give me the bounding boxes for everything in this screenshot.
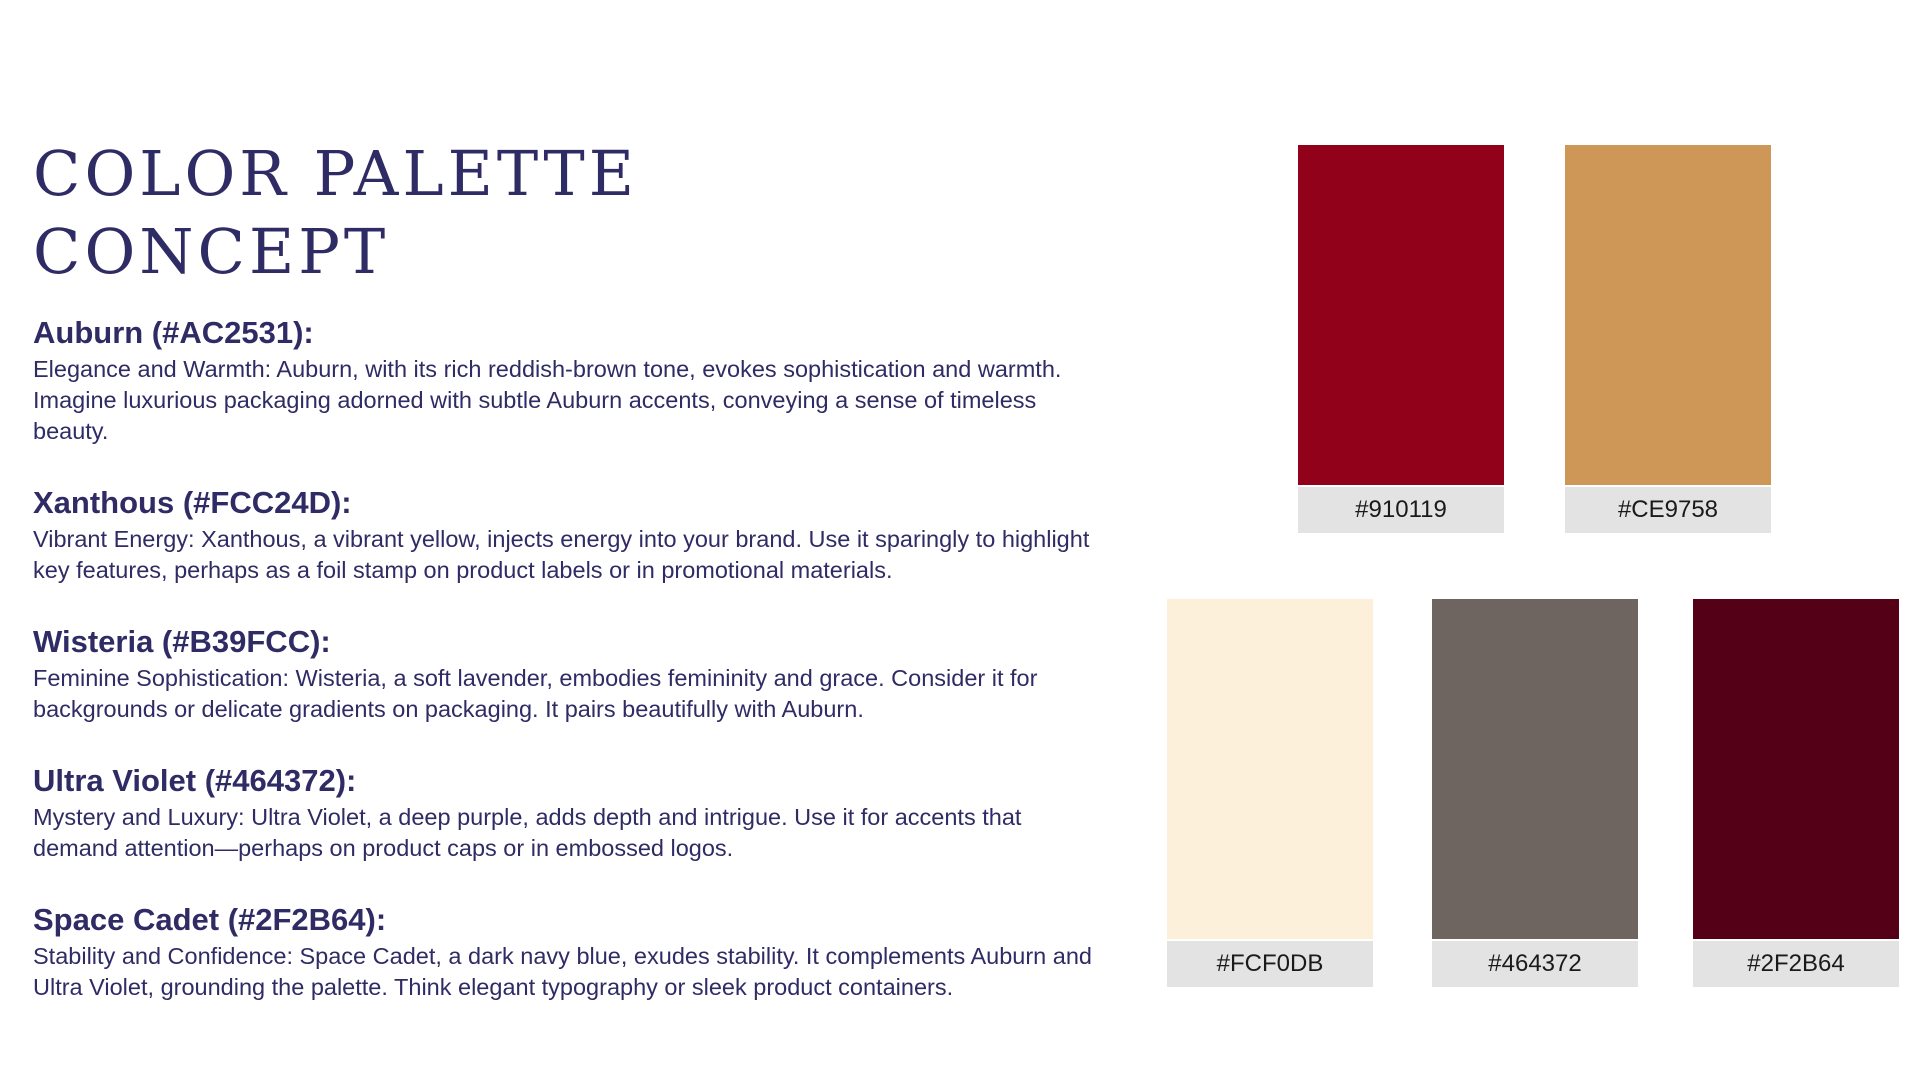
section-body: Feminine Sophistication: Wisteria, a soft lavender, embodies femininity and grace. Consider it for backgrounds or delicate gradients on packaging. It pairs beautifully with Auburn.: [33, 665, 1038, 722]
section-body: Elegance and Warmth: Auburn, with its rich reddish-brown tone, evokes sophistication and warmth. Imagine luxurious packaging adorned with subtle Auburn accents, conveying a sense of timeless beauty.: [33, 356, 1062, 444]
swatch-chip: [1298, 145, 1504, 485]
section-heading: Wisteria (#B39FCC):: [33, 624, 331, 659]
swatch-chip: [1693, 599, 1899, 939]
color-descriptions: [33, 314, 1103, 1040]
swatch-chip: [1565, 145, 1771, 485]
swatch-label: #FCF0DB: [1167, 941, 1373, 987]
section-body: Vibrant Energy: Xanthous, a vibrant yellow, injects energy into your brand. Use it sparingly to highlight key features, perhaps as a foil stamp on product labels or in promotional materials.: [33, 526, 1090, 583]
swatch-label: #464372: [1432, 941, 1638, 987]
color-section-xanthous: [33, 484, 1103, 586]
section-body: Mystery and Luxury: Ultra Violet, a deep purple, adds depth and intrigue. Use it for accents that demand attention—perhaps on product caps or in embossed logos.: [33, 804, 1022, 861]
section-body: Stability and Confidence: Space Cadet, a dark navy blue, exudes stability. It complements Auburn and Ultra Violet, grounding the palette. Think elegant typography or sleek product containers.: [33, 943, 1092, 1000]
swatch-3: [1167, 599, 1373, 987]
swatch-1: [1298, 145, 1504, 533]
color-section-auburn: [33, 314, 1103, 447]
swatch-label: #910119: [1298, 487, 1504, 533]
page-title: [33, 135, 638, 291]
title-line-1: COLOR PALETTE: [33, 137, 639, 210]
section-heading: Space Cadet (#2F2B64):: [33, 902, 387, 937]
color-section-wisteria: [33, 623, 1103, 725]
swatch-4: [1432, 599, 1638, 987]
swatch-label: #2F2B64: [1693, 941, 1899, 987]
section-heading: Auburn (#AC2531):: [33, 315, 314, 350]
swatch-chip: [1167, 599, 1373, 939]
swatch-chip: [1432, 599, 1638, 939]
section-heading: Ultra Violet (#464372):: [33, 763, 357, 798]
color-section-ultra-violet: [33, 762, 1103, 864]
swatch-5: [1693, 599, 1899, 987]
swatch-label: #CE9758: [1565, 487, 1771, 533]
swatch-2: [1565, 145, 1771, 533]
color-section-space-cadet: [33, 901, 1103, 1003]
title-line-2: CONCEPT: [33, 215, 390, 288]
section-heading: Xanthous (#FCC24D):: [33, 485, 352, 520]
